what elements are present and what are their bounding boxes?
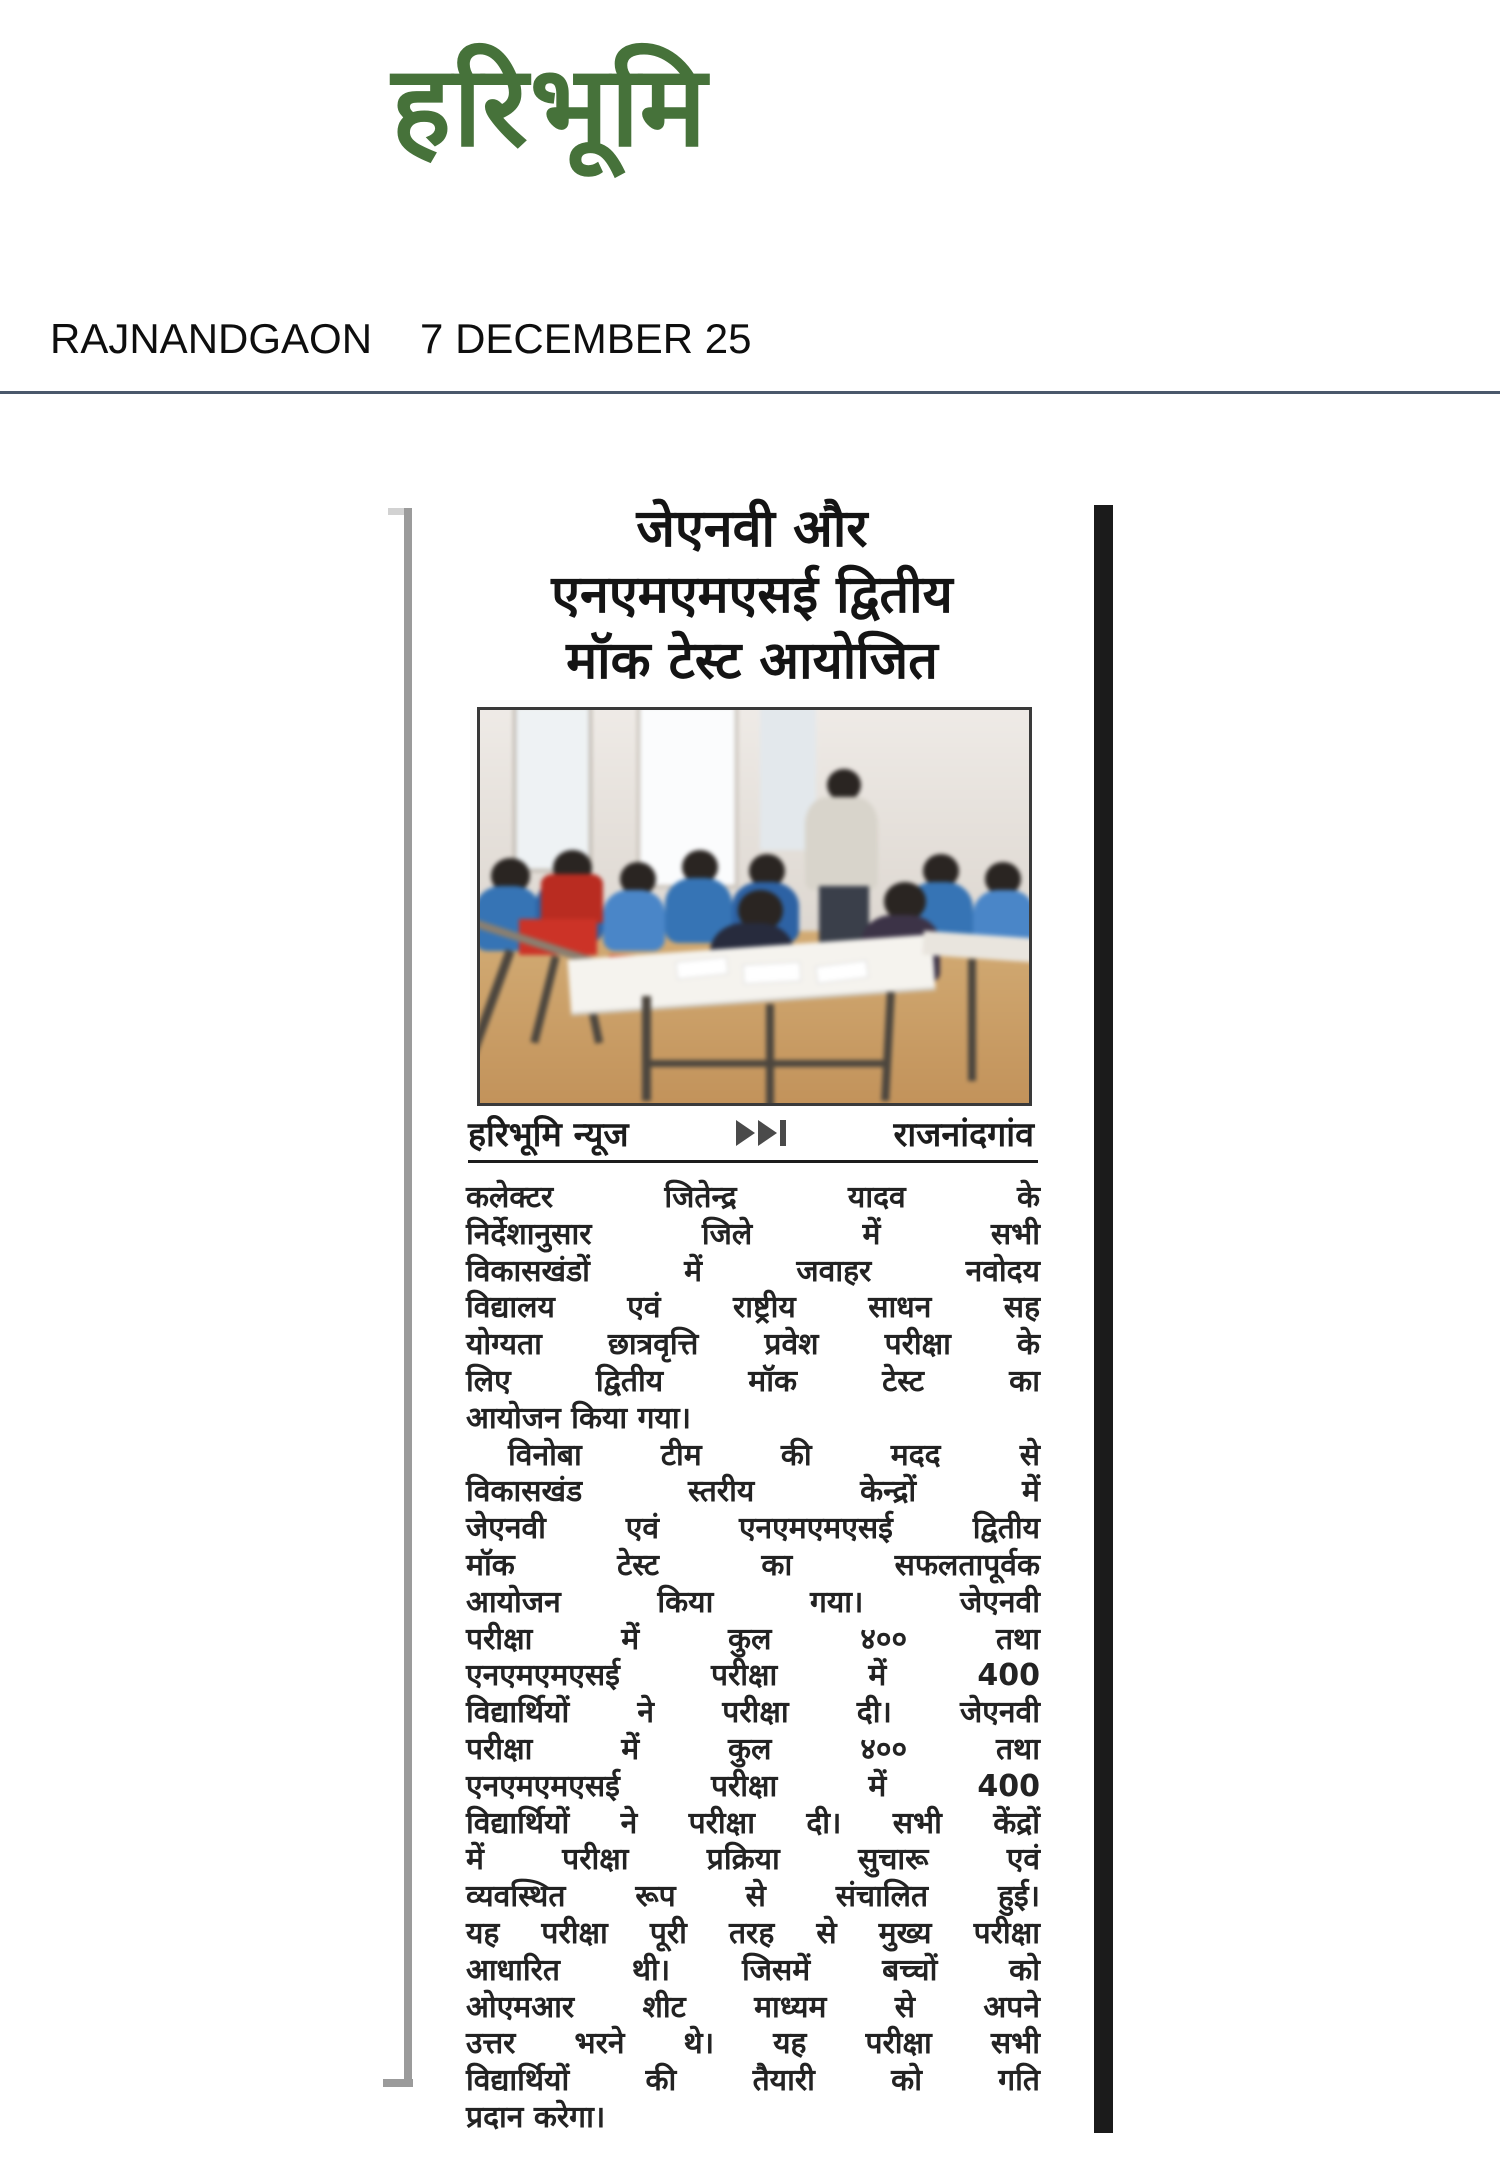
byline-location: राजनांदगांव [893, 1115, 1034, 1155]
article-line: निर्देशानुसार जिले में सभी [466, 1216, 1040, 1252]
headline-line-1: जेएनवी और [636, 499, 868, 559]
article-byline [468, 1108, 1038, 1158]
table-bar [648, 1060, 889, 1066]
fast-forward-icon [736, 1120, 786, 1146]
article-line: जेएनवी एवं एनएमएमएसई द्वितीय [466, 1511, 1040, 1547]
byline-source: हरिभूमि न्यूज [468, 1115, 629, 1155]
table-leg [766, 1004, 774, 1106]
clip-column-divider [1094, 505, 1113, 2133]
dateline [50, 315, 752, 363]
classroom-scene [477, 707, 1032, 1106]
dateline-city: RAJNANDGAON [50, 315, 373, 362]
student-figure [603, 890, 665, 951]
article-line: योग्यता छात्रवृत्ति प्रवेश परीक्षा के [466, 1327, 1040, 1363]
article-line: परीक्षा में कुल ४०० तथा [466, 1621, 1040, 1657]
clip-bracket-foot [383, 2079, 413, 2087]
article-line: विद्यालय एवं राष्ट्रीय साधन सह [466, 1290, 1040, 1326]
article-line: आयोजन किया गया। [466, 1400, 692, 1436]
article-line: विद्यार्थियों ने परीक्षा दी। सभी केंद्रों [466, 1805, 1040, 1841]
table-leg [642, 996, 650, 1101]
dateline-date: 7 DECEMBER 25 [420, 315, 752, 362]
article-line: उत्तर भरने थे। यह परीक्षा सभी [466, 2026, 1040, 2062]
article-line: परीक्षा में कुल ४०० तथा [466, 1731, 1040, 1767]
article-line: एनएमएमएसई परीक्षा में 400 [466, 1658, 1040, 1694]
article-line: यह परीक्षा पूरी तरह से मुख्य परीक्षा [466, 1915, 1040, 1951]
article-line: विकासखंडों में जवाहर नवोदय [466, 1253, 1040, 1289]
teacher-figure [805, 797, 878, 890]
article-line: विद्यार्थियों की तैयारी को गति [466, 2063, 1040, 2099]
headline-line-3: मॉक टेस्ट आयोजित [566, 631, 938, 691]
newspaper-masthead [300, 18, 800, 198]
article-line: कलेक्टर जितेन्द्र यादव के [466, 1180, 1040, 1215]
article-line: ओएमआर शीट माध्यम से अपने [466, 1989, 1040, 2025]
article-line: लिए द्वितीय मॉक टेस्ट का [466, 1363, 1040, 1399]
article-photo [477, 707, 1032, 1106]
headline-line-2: एनएमएमएसई द्वितीय [551, 565, 953, 625]
newspaper-logo: हरिभूमि [391, 42, 709, 173]
article-line: प्रदान करेगा। [466, 2099, 606, 2135]
article-line: आधारित थी। जिसमें बच्चों को [466, 1952, 1040, 1988]
article-body [466, 1180, 1040, 2137]
article-line: में परीक्षा प्रक्रिया सुचारू एवं [466, 1842, 1040, 1878]
article-headline [428, 496, 1076, 694]
article-line: विद्यार्थियों ने परीक्षा दी। जेएनवी [466, 1695, 1040, 1731]
red-chair [541, 874, 603, 923]
article-line: मॉक टेस्ट का सफलतापूर्वक [466, 1547, 1040, 1583]
article-line: विकासखंड स्तरीय केन्द्रों में [466, 1474, 1040, 1510]
article-line: आयोजन किया गया। जेएनवी [466, 1584, 1040, 1620]
desk-leg [968, 959, 976, 1081]
dateline-rule [0, 391, 1500, 394]
article-line: व्यवस्थित रूप से संचालित हुई। [466, 1879, 1040, 1915]
clip-bracket-left [404, 508, 412, 2086]
window [513, 707, 592, 872]
article-line: एनएमएमएसई परीक्षा में 400 [466, 1768, 1040, 1804]
article-line: विनोबा टीम की मदद से [508, 1437, 1040, 1473]
exam-paper [743, 962, 802, 985]
byline-rule [468, 1160, 1038, 1163]
